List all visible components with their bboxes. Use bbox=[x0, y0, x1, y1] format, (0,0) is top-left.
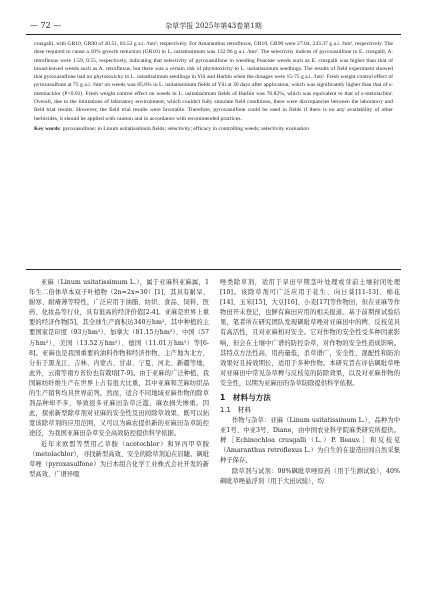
abstract-body: crusgalli, with GR10, GR90 of 20.51, 83.52 g a.i. /hm², respectively. For Amaranthus retroflexus, GR10, GR90 were 27.04, 243.37 g a.i. /hm², respectively. The dose required to cause a 10% growth reduction (GR10) in L. usitatissimum was 132.96 g a.i. /hm². The selectivity indices of pyroxasulfone to E. crusgalli, A. retroflexus were 1.59, 0.55, respectively, indicating that selectivity of pyroxasulfone in weeding Poaceae weeds such as E. crusgalli was higher than that of broad-leaved weeds such as A. retroflexus, but there was a certain risk of phytotoxicity to L. usitatissimum seedlings. The results of field experiment showed that pyroxasulfone had no phytotoxicity to L. usitatissimum seedlings in Yili and Harbin when the dosages were 15-75 g a.i. /hm². Fresh weight control effect of pyroxasulfone at 75 g a.i. /hm² on weeds was 85.6% in L. usitatissimum fields of Yili at 30 days after application, which was significantly higher than that of s-metolachlor (P<0.01). Fresh weight control effect on weeds in L. usitatissimum fields of Harbin was 76.82%, which was equivalent to that of s-metolachlor. Overall, due to the limitations of laboratory environment, which couldn't fully simulate field conditions, there were discrepancies between the laboratory and field trial results. However, the field trial results were favorable. Therefore, pyroxasulfone could be used in fields if there is no any availability of other herbicides, it should be applied with caution and in accordance with recommended practices. bbox=[34, 41, 393, 122]
journal-info: 杂草学报 2025年第43卷第1期 bbox=[165, 22, 262, 30]
materials-paragraph-2: 除草剂与试剂：98%砜吡草唑原药（用于生测试验），40%砜吡草唑悬浮剂（用于大田试验），均 bbox=[220, 467, 400, 485]
subsection-heading-materials: 1.1 材料 bbox=[220, 406, 252, 415]
intro-paragraph-continued: 唑类除草剂，适用于旱田早期茎叶处理或芽前土壤封闭处理[10]。该除草剂可广泛应用于花生、向日葵[11-13]、棉花[14]、玉米[15]、大豆[16]、小麦[17]等作物田，但在亚麻等作物田开未登记，也鲜有麻田应用的相关报道。基于前期预试验结果，笔者所在研究团队发现砜吡草唑对亚麻田中的稗、反枝苋具有高活性，且对亚麻相对安全。它对作物的安全性受多种因素影响，但会在土壤中广谱的防控杂草，对作物的安全性造成影响。其特点方法性高，用药量低，杀草谱广，安全性，混配性和防治效果好且持效期长，适用于多种作物。本研究旨在评估砜吡草唑对亚麻田中常见杂草稗与反枝苋的防除效果，以及对亚麻作物的安全性，以期为亚麻田的杂草防除提供科学依据。 bbox=[220, 279, 400, 387]
keywords-label: Key words bbox=[34, 125, 60, 132]
right-column bbox=[220, 278, 400, 487]
materials-paragraph-1: 作物与杂草：亚麻（Linum usitatissimum L.），品种为中亚1号、中亚3号、Diane，由中国农业科学院麻类研究所提供。稗［Echinochloa crusgalli（L.）P. Beauv.］和反枝苋（Amaranthus retroflexus L.）为自生的在建造田间自然采集种子保存。 bbox=[220, 417, 400, 465]
running-header bbox=[26, 20, 401, 35]
keywords-line bbox=[34, 125, 393, 133]
intro-paragraph-2: 近年来欧盟等禁用乙草胺（acetochlor）和异丙甲草胺（metolachlor），寻找新型高效、安全的除草剂迫在眉睫。砜吡草唑（pyroxasulfone）为日本组合化学工业株式会社开发的新型高效、广谱异噁 bbox=[29, 440, 209, 478]
section-divider bbox=[26, 269, 401, 270]
left-column bbox=[29, 278, 209, 480]
section-heading-methods: 1 材料与方法 bbox=[220, 393, 271, 403]
keywords-text: : pyroxasulfone; in Linum usitatissimum fields; selectivity; efficacy in controlling weeds; selectivity evaluation bbox=[59, 125, 310, 132]
english-abstract bbox=[34, 40, 393, 133]
page-number: — 72 — bbox=[30, 21, 62, 30]
intro-paragraph-1: 亚麻（Linum usitatissimum L.），属于亚麻科亚麻属，1年生二倍体草本双子叶植物（2n=2x=30）[1]，其具有耐旱、耐寒、耐瘠薄等特性，广泛应用于油脂、纺织、食品、饲料、医药、化妆品等行业，具有很高的经济价值[2-4]。亚麻是世界上重要的经济作物[5]，其全球生产面积达340万hm²，其中种植的主要国家是印度（93万hm²）、加拿大（81.15万hm²）、中国（57万hm²）、美国（13.52万hm²）、德国（11.01万hm²）等[6-8]。亚麻也是我国重要的油料作物和经济作物，主产地为北方，分布于黑龙江、吉林、内蒙古、甘肃、宁夏、河北、新疆等地，此外，云南等南方省份也有栽培[7-9]。由于亚麻的广泛种植，我国麻纺纤维生产在世界上占有很大比重，其中亚麻和芝麻纺织品的生产销售均具世界前列。然而，适合不同地域亚麻作物的除草剂品种却不多，导致很多亚麻田杂草泛滥，麻农损失惨重。因此，探索新型除草剂对亚麻的安全性及田间除草效果，既可以拓宽该除草剂的应用范围，又可以为麻农提供新的亚麻田杂草防控途径，为我国亚麻田杂草安全高效防控提供科学依据。 bbox=[29, 279, 209, 438]
